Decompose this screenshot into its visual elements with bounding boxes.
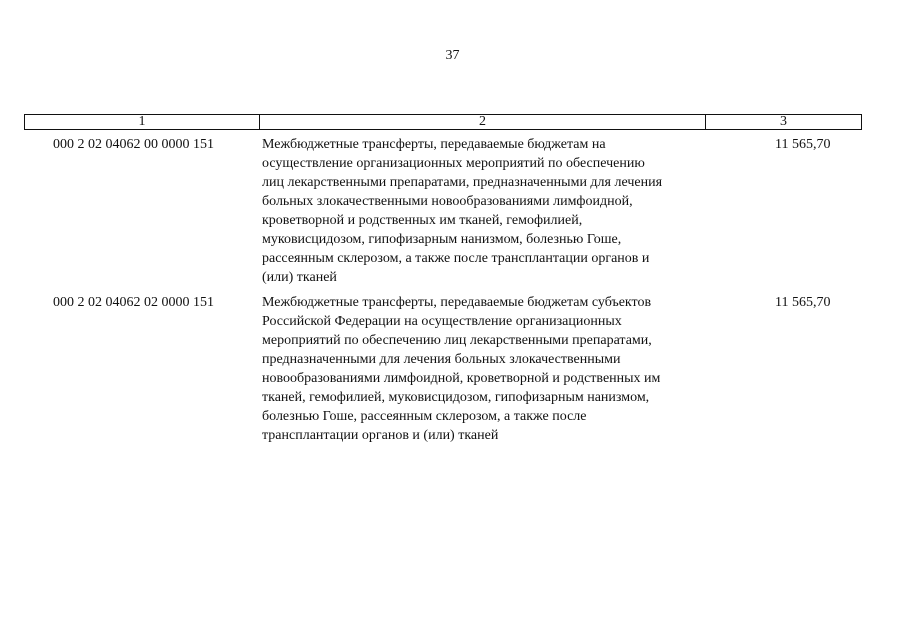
description	[262, 135, 702, 287]
description-line: Межбюджетные трансферты, передаваемые бюджетам субъектов	[262, 295, 652, 310]
description	[262, 293, 702, 445]
table-header-col-3: 3	[780, 114, 787, 129]
description-line: лиц лекарственными препаратами, предназначенными для лечения	[262, 175, 663, 190]
description-line: мероприятий по обеспечению лиц лекарственными препаратами,	[262, 333, 652, 348]
description-line: кроветворной и родственных им тканей, гемофилией,	[262, 213, 583, 228]
table-header-col-2: 2	[260, 115, 706, 129]
description-line: рассеянным склерозом, а также после трансплантации органов и	[262, 251, 650, 266]
description-line: новообразованиями лимфоидной, кроветворной и родственных им	[262, 371, 661, 386]
description-line: Российской Федерации на осуществление организационных	[262, 314, 622, 329]
page-number: 37	[445, 48, 460, 63]
description-line: трансплантации органов и (или) тканей	[262, 428, 499, 443]
description-line: тканей, гемофилией, муковисцидозом, гипофизарным нанизмом,	[262, 390, 650, 405]
amount: 11 565,70	[775, 137, 831, 152]
description-line: болезнью Гоше, рассеянным склерозом, а также после	[262, 409, 587, 424]
description-line: осуществление организационных мероприятий по обеспечению	[262, 156, 645, 171]
description-line: больных злокачественными новообразованиями лимфоидной,	[262, 194, 633, 209]
description-line: Межбюджетные трансферты, передаваемые бюджетам на	[262, 137, 606, 152]
table-header-row	[24, 114, 862, 130]
table-header-col-1: 1	[25, 115, 260, 129]
description-line: предназначенными для лечения больных злокачественными	[262, 352, 621, 367]
description-line: (или) тканей	[262, 270, 337, 285]
budget-code: 000 2 02 04062 00 0000 151	[53, 137, 214, 152]
description-line: муковисцидозом, гипофизарным нанизмом, болезнью Гоше,	[262, 232, 622, 247]
amount: 11 565,70	[775, 295, 831, 310]
budget-code: 000 2 02 04062 02 0000 151	[53, 295, 214, 310]
